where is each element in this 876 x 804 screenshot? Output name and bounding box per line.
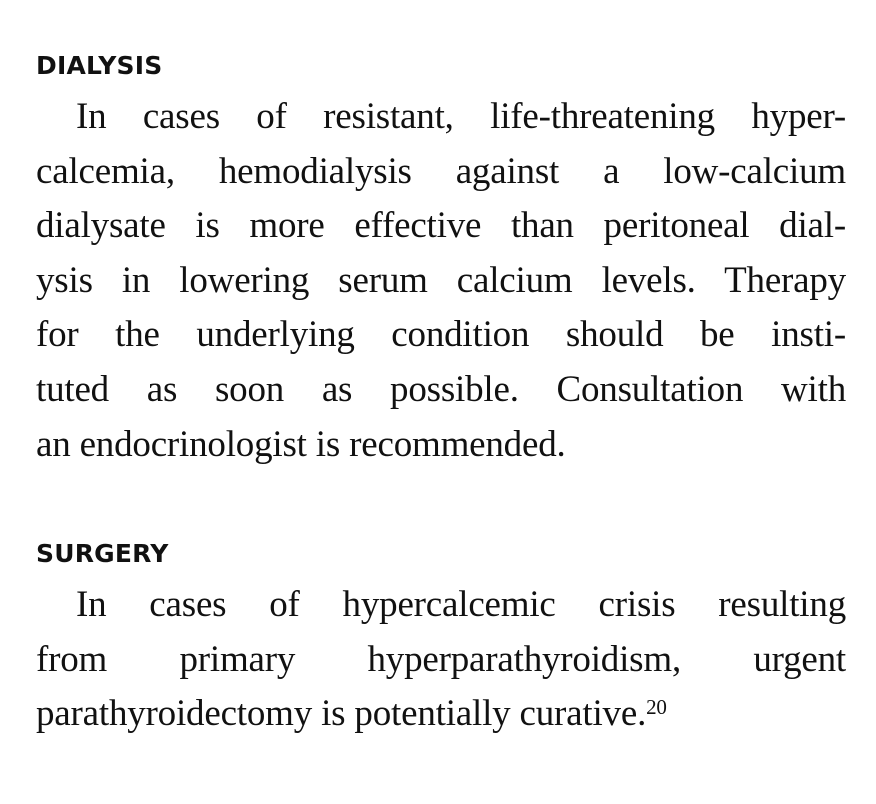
- paragraph-line: an endocrinologist is recommended.: [36, 423, 566, 465]
- paragraph-line: In cases of hypercalcemic crisis resulting: [76, 584, 846, 626]
- surgery-paragraph: [36, 578, 846, 742]
- document-page: [36, 48, 846, 742]
- paragraph-line: calcemia, hemodialysis against a low-calcium: [36, 150, 846, 192]
- paragraph-line: ysis in lowering serum calcium levels. Therapy: [36, 259, 846, 301]
- paragraph-line-text: parathyroidectomy is potentially curative.: [36, 693, 647, 735]
- paragraph-line: In cases of resistant, life-threatening hyper-: [76, 96, 846, 137]
- section-heading-dialysis: DIALYSIS: [36, 51, 163, 80]
- section-heading-surgery: SURGERY: [36, 539, 169, 569]
- paragraph-line: from primary hyperparathyroidism, urgent: [36, 638, 846, 680]
- footnote-reference[interactable]: 20: [646, 695, 667, 720]
- paragraph-line-last: [36, 687, 846, 742]
- dialysis-paragraph: [36, 90, 846, 472]
- paragraph-line: tuted as soon as possible. Consultation with: [36, 368, 846, 410]
- paragraph-line: dialysate is more effective than peritoneal dial-: [36, 205, 846, 247]
- paragraph-line: for the underlying condition should be insti-: [36, 314, 846, 356]
